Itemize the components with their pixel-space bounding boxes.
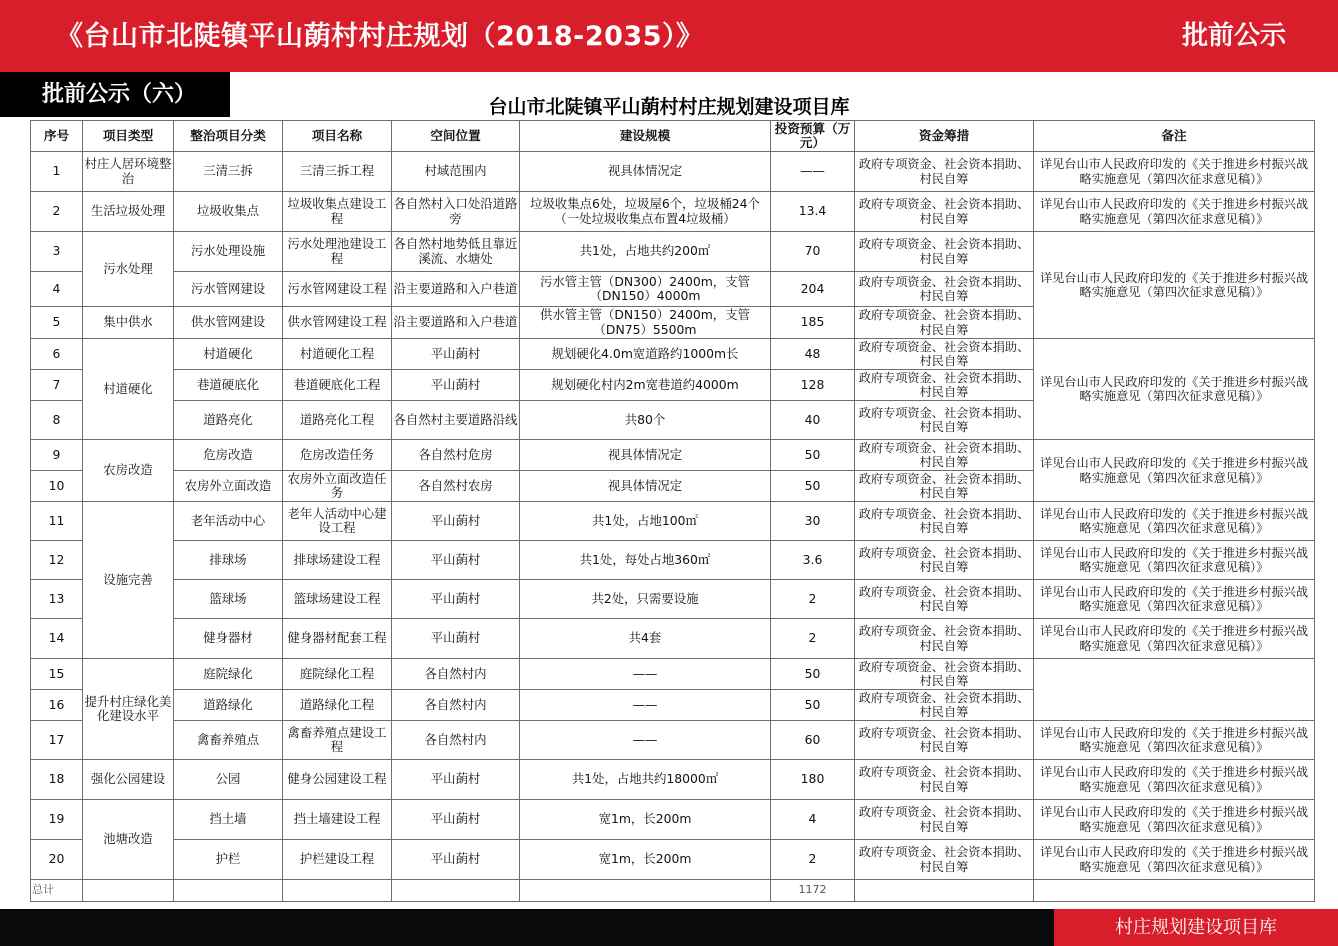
funding-cell: 政府专项资金、社会资本捐助、村民自筹 [855, 840, 1034, 880]
project-name-cell: 道路亮化工程 [283, 401, 392, 440]
budget-cell: 40 [771, 401, 855, 440]
scale-cell: 共4套 [520, 619, 771, 659]
row-number-cell: 6 [31, 339, 83, 370]
table-title: 台山市北陡镇平山蓢村村庄规划建设项目库 [488, 96, 850, 118]
category-cell: 村道硬化 [174, 339, 283, 370]
category-cell: 垃圾收集点 [174, 192, 283, 232]
location-cell: 各自然村主要道路沿线 [392, 401, 520, 440]
project-type-cell: 生活垃圾处理 [83, 192, 174, 232]
project-name-cell: 老年人活动中心建设工程 [283, 502, 392, 541]
blank-cell [174, 880, 283, 902]
funding-cell: 政府专项资金、社会资本捐助、村民自筹 [855, 800, 1034, 840]
total-label-cell: 总计 [31, 880, 83, 902]
budget-cell: 180 [771, 760, 855, 800]
location-cell: 平山蓢村 [392, 619, 520, 659]
category-cell: 三清三拆 [174, 152, 283, 192]
note-cell: 详见台山市人民政府印发的《关于推进乡村振兴战略实施意见（第四次征求意见稿）》 [1034, 541, 1315, 580]
project-name-cell: 三清三拆工程 [283, 152, 392, 192]
scale-cell: 共80个 [520, 401, 771, 440]
funding-cell: 政府专项资金、社会资本捐助、村民自筹 [855, 659, 1034, 690]
page-title: 《台山市北陡镇平山蓢村村庄规划（2018-2035）》 [56, 21, 704, 52]
location-cell: 各自然村农房 [392, 471, 520, 502]
category-cell: 污水处理设施 [174, 232, 283, 272]
scale-cell: 共1处，占地共约18000㎡ [520, 760, 771, 800]
category-cell: 庭院绿化 [174, 659, 283, 690]
project-type-cell: 集中供水 [83, 307, 174, 339]
blank-cell [83, 880, 174, 902]
budget-cell: 30 [771, 502, 855, 541]
funding-cell: 政府专项资金、社会资本捐助、村民自筹 [855, 440, 1034, 471]
location-cell: 各自然村地势低且靠近溪流、水塘处 [392, 232, 520, 272]
row-number-cell: 12 [31, 541, 83, 580]
budget-cell: 2 [771, 840, 855, 880]
column-header: 整治项目分类 [174, 121, 283, 152]
note-cell: 详见台山市人民政府印发的《关于推进乡村振兴战略实施意见（第四次征求意见稿）》 [1034, 721, 1315, 760]
project-type-cell: 强化公园建设 [83, 760, 174, 800]
scale-cell: 供水管主管（DN150）2400m，支管（DN75）5500m [520, 307, 771, 339]
scale-cell: 视具体情况定 [520, 440, 771, 471]
status-label: 批前公示 [1181, 21, 1286, 51]
total-row [31, 880, 1315, 902]
scale-cell: 共1处，占地共约200㎡ [520, 232, 771, 272]
project-type-cell: 污水处理 [83, 232, 174, 307]
scale-cell: 共2处，只需要设施 [520, 580, 771, 619]
scale-cell: 宽1m，长200m [520, 840, 771, 880]
location-cell: 各自然村入口处沿道路旁 [392, 192, 520, 232]
footer-tag: 村庄规划建设项目库 [1054, 909, 1338, 946]
budget-cell: 50 [771, 690, 855, 721]
row-number-cell: 2 [31, 192, 83, 232]
category-cell: 排球场 [174, 541, 283, 580]
header-bar [0, 0, 1338, 72]
location-cell: 平山蓢村 [392, 541, 520, 580]
row-number-cell: 19 [31, 800, 83, 840]
project-name-cell: 道路绿化工程 [283, 690, 392, 721]
blank-cell [392, 880, 520, 902]
project-name-cell: 供水管网建设工程 [283, 307, 392, 339]
budget-cell: 60 [771, 721, 855, 760]
category-cell: 老年活动中心 [174, 502, 283, 541]
funding-cell: 政府专项资金、社会资本捐助、村民自筹 [855, 690, 1034, 721]
funding-cell: 政府专项资金、社会资本捐助、村民自筹 [855, 760, 1034, 800]
category-cell: 健身器材 [174, 619, 283, 659]
project-type-cell: 村庄人居环境整治 [83, 152, 174, 192]
scale-cell: 宽1m，长200m [520, 800, 771, 840]
column-header: 项目类型 [83, 121, 174, 152]
category-cell: 护栏 [174, 840, 283, 880]
blank-cell [855, 880, 1034, 902]
funding-cell: 政府专项资金、社会资本捐助、村民自筹 [855, 192, 1034, 232]
category-cell: 公园 [174, 760, 283, 800]
project-type-cell: 提升村庄绿化美化建设水平 [83, 659, 174, 760]
row-number-cell: 14 [31, 619, 83, 659]
budget-cell: 4 [771, 800, 855, 840]
project-table [30, 120, 1315, 902]
scale-cell: —— [520, 690, 771, 721]
category-cell: 挡土墙 [174, 800, 283, 840]
budget-cell: 3.6 [771, 541, 855, 580]
table-row [31, 580, 1315, 619]
budget-cell: 50 [771, 659, 855, 690]
funding-cell: 政府专项资金、社会资本捐助、村民自筹 [855, 619, 1034, 659]
blank-cell [283, 880, 392, 902]
scale-cell: 共1处，每处占地360㎡ [520, 541, 771, 580]
location-cell: 平山蓢村 [392, 800, 520, 840]
category-cell: 禽畜养殖点 [174, 721, 283, 760]
note-cell: 详见台山市人民政府印发的《关于推进乡村振兴战略实施意见（第四次征求意见稿）》 [1034, 760, 1315, 800]
project-name-cell: 污水管网建设工程 [283, 272, 392, 307]
funding-cell: 政府专项资金、社会资本捐助、村民自筹 [855, 307, 1034, 339]
note-cell: 详见台山市人民政府印发的《关于推进乡村振兴战略实施意见（第四次征求意见稿）》 [1034, 440, 1315, 502]
table-row [31, 659, 1315, 690]
note-cell: 详见台山市人民政府印发的《关于推进乡村振兴战略实施意见（第四次征求意见稿）》 [1034, 800, 1315, 840]
funding-cell: 政府专项资金、社会资本捐助、村民自筹 [855, 541, 1034, 580]
scale-cell: 垃圾收集点6处，垃圾屋6个，垃圾桶24个（一处垃圾收集点布置4垃圾桶） [520, 192, 771, 232]
row-number-cell: 10 [31, 471, 83, 502]
project-type-cell: 农房改造 [83, 440, 174, 502]
funding-cell: 政府专项资金、社会资本捐助、村民自筹 [855, 721, 1034, 760]
budget-cell: 70 [771, 232, 855, 272]
location-cell: 村域范围内 [392, 152, 520, 192]
scale-cell: —— [520, 721, 771, 760]
table-row [31, 232, 1315, 272]
row-number-cell: 8 [31, 401, 83, 440]
location-cell: 各自然村危房 [392, 440, 520, 471]
project-name-cell: 篮球场建设工程 [283, 580, 392, 619]
project-type-cell: 设施完善 [83, 502, 174, 659]
location-cell: 沿主要道路和入户巷道 [392, 272, 520, 307]
column-header: 资金筹措 [855, 121, 1034, 152]
note-cell [1034, 659, 1315, 721]
funding-cell: 政府专项资金、社会资本捐助、村民自筹 [855, 401, 1034, 440]
funding-cell: 政府专项资金、社会资本捐助、村民自筹 [855, 339, 1034, 370]
row-number-cell: 17 [31, 721, 83, 760]
table-row [31, 440, 1315, 471]
column-header: 建设规模 [520, 121, 771, 152]
budget-cell: 13.4 [771, 192, 855, 232]
column-header: 空间位置 [392, 121, 520, 152]
note-cell: 详见台山市人民政府印发的《关于推进乡村振兴战略实施意见（第四次征求意见稿）》 [1034, 339, 1315, 440]
project-name-cell: 污水处理池建设工程 [283, 232, 392, 272]
blank-cell [1034, 880, 1315, 902]
row-number-cell: 13 [31, 580, 83, 619]
funding-cell: 政府专项资金、社会资本捐助、村民自筹 [855, 502, 1034, 541]
category-cell: 道路亮化 [174, 401, 283, 440]
project-name-cell: 健身器材配套工程 [283, 619, 392, 659]
row-number-cell: 11 [31, 502, 83, 541]
scale-cell: 污水管主管（DN300）2400m，支管（DN150）4000m [520, 272, 771, 307]
note-cell: 详见台山市人民政府印发的《关于推进乡村振兴战略实施意见（第四次征求意见稿）》 [1034, 580, 1315, 619]
budget-cell: 204 [771, 272, 855, 307]
row-number-cell: 18 [31, 760, 83, 800]
project-type-cell: 村道硬化 [83, 339, 174, 440]
table-row [31, 541, 1315, 580]
footer-bar [0, 909, 1338, 946]
note-cell: 详见台山市人民政府印发的《关于推进乡村振兴战略实施意见（第四次征求意见稿）》 [1034, 152, 1315, 192]
budget-cell: 185 [771, 307, 855, 339]
table-row [31, 192, 1315, 232]
note-cell: 详见台山市人民政府印发的《关于推进乡村振兴战略实施意见（第四次征求意见稿）》 [1034, 232, 1315, 339]
budget-cell: —— [771, 152, 855, 192]
category-cell: 巷道硬底化 [174, 370, 283, 401]
category-cell: 危房改造 [174, 440, 283, 471]
location-cell: 平山蓢村 [392, 840, 520, 880]
budget-cell: 128 [771, 370, 855, 401]
row-number-cell: 9 [31, 440, 83, 471]
table-row [31, 339, 1315, 370]
project-name-cell: 庭院绿化工程 [283, 659, 392, 690]
project-name-cell: 垃圾收集点建设工程 [283, 192, 392, 232]
location-cell: 各自然村内 [392, 721, 520, 760]
budget-cell: 48 [771, 339, 855, 370]
location-cell: 各自然村内 [392, 690, 520, 721]
row-number-cell: 7 [31, 370, 83, 401]
column-header: 投资预算（万元） [771, 121, 855, 152]
location-cell: 平山蓢村 [392, 580, 520, 619]
project-name-cell: 挡土墙建设工程 [283, 800, 392, 840]
budget-cell: 2 [771, 619, 855, 659]
project-name-cell: 护栏建设工程 [283, 840, 392, 880]
category-cell: 农房外立面改造 [174, 471, 283, 502]
category-cell: 道路绿化 [174, 690, 283, 721]
project-name-cell: 危房改造任务 [283, 440, 392, 471]
scale-cell: 视具体情况定 [520, 152, 771, 192]
note-cell: 详见台山市人民政府印发的《关于推进乡村振兴战略实施意见（第四次征求意见稿）》 [1034, 192, 1315, 232]
budget-cell: 50 [771, 471, 855, 502]
budget-cell: 50 [771, 440, 855, 471]
column-header: 项目名称 [283, 121, 392, 152]
table-row [31, 619, 1315, 659]
funding-cell: 政府专项资金、社会资本捐助、村民自筹 [855, 232, 1034, 272]
table-row [31, 152, 1315, 192]
row-number-cell: 20 [31, 840, 83, 880]
note-cell: 详见台山市人民政府印发的《关于推进乡村振兴战略实施意见（第四次征求意见稿）》 [1034, 619, 1315, 659]
scale-cell: 规划硬化村内2m宽巷道约4000m [520, 370, 771, 401]
table-body [31, 152, 1315, 902]
section-tag: 批前公示（六） [0, 72, 230, 117]
scale-cell: —— [520, 659, 771, 690]
project-name-cell: 巷道硬底化工程 [283, 370, 392, 401]
row-number-cell: 1 [31, 152, 83, 192]
scale-cell: 规划硬化4.0m宽道路约1000m长 [520, 339, 771, 370]
project-name-cell: 村道硬化工程 [283, 339, 392, 370]
blank-cell [520, 880, 771, 902]
table-row [31, 800, 1315, 840]
table-row [31, 721, 1315, 760]
row-number-cell: 4 [31, 272, 83, 307]
total-budget-cell: 1172 [771, 880, 855, 902]
column-header: 序号 [31, 121, 83, 152]
category-cell: 污水管网建设 [174, 272, 283, 307]
row-number-cell: 5 [31, 307, 83, 339]
row-number-cell: 16 [31, 690, 83, 721]
location-cell: 平山蓢村 [392, 339, 520, 370]
project-name-cell: 排球场建设工程 [283, 541, 392, 580]
project-name-cell: 健身公园建设工程 [283, 760, 392, 800]
location-cell: 沿主要道路和入户巷道 [392, 307, 520, 339]
budget-cell: 2 [771, 580, 855, 619]
scale-cell: 视具体情况定 [520, 471, 771, 502]
table-row [31, 840, 1315, 880]
funding-cell: 政府专项资金、社会资本捐助、村民自筹 [855, 580, 1034, 619]
funding-cell: 政府专项资金、社会资本捐助、村民自筹 [855, 471, 1034, 502]
location-cell: 平山蓢村 [392, 502, 520, 541]
table-row [31, 502, 1315, 541]
location-cell: 各自然村内 [392, 659, 520, 690]
table-row [31, 760, 1315, 800]
row-number-cell: 15 [31, 659, 83, 690]
scale-cell: 共1处，占地100㎡ [520, 502, 771, 541]
row-number-cell: 3 [31, 232, 83, 272]
funding-cell: 政府专项资金、社会资本捐助、村民自筹 [855, 370, 1034, 401]
project-name-cell: 禽畜养殖点建设工程 [283, 721, 392, 760]
location-cell: 平山蓢村 [392, 760, 520, 800]
funding-cell: 政府专项资金、社会资本捐助、村民自筹 [855, 272, 1034, 307]
project-type-cell: 池塘改造 [83, 800, 174, 880]
project-name-cell: 农房外立面改造任务 [283, 471, 392, 502]
location-cell: 平山蓢村 [392, 370, 520, 401]
funding-cell: 政府专项资金、社会资本捐助、村民自筹 [855, 152, 1034, 192]
column-header: 备注 [1034, 121, 1315, 152]
category-cell: 篮球场 [174, 580, 283, 619]
category-cell: 供水管网建设 [174, 307, 283, 339]
note-cell: 详见台山市人民政府印发的《关于推进乡村振兴战略实施意见（第四次征求意见稿）》 [1034, 840, 1315, 880]
note-cell: 详见台山市人民政府印发的《关于推进乡村振兴战略实施意见（第四次征求意见稿）》 [1034, 502, 1315, 541]
